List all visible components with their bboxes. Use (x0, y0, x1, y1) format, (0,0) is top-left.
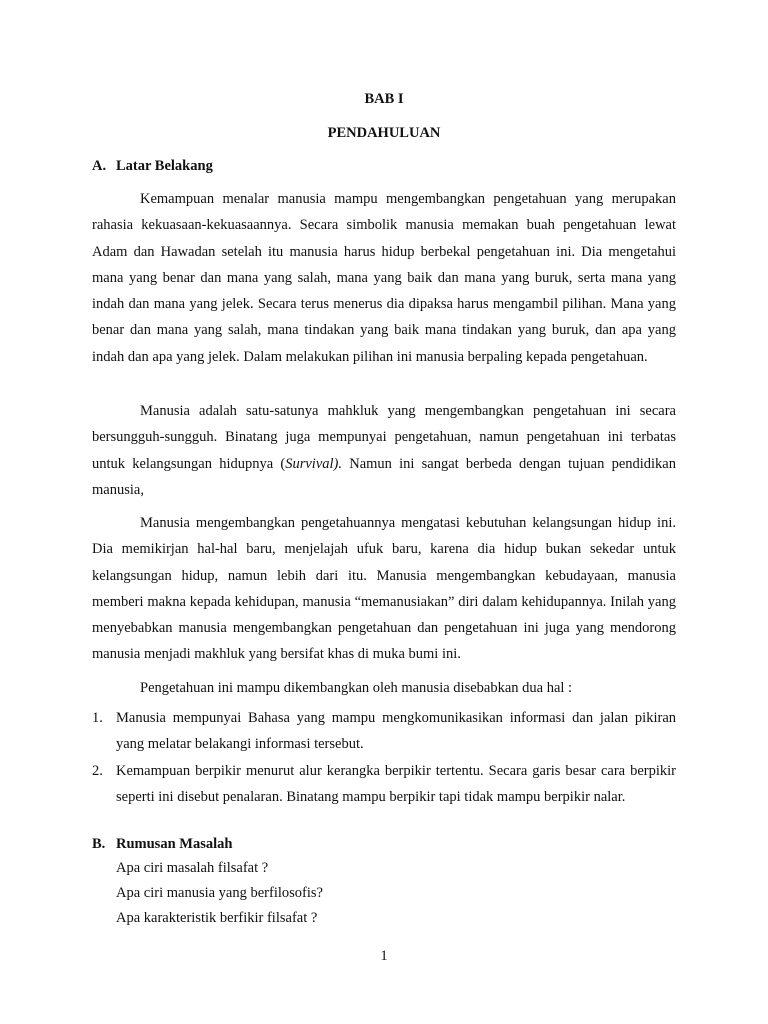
paragraph-2 (92, 398, 676, 503)
paragraph-3-text: Manusia mengembangkan pengetahuannya mengatasi kebutuhan kelangsungan hidup ini. Dia memikirjan hal-hal baru, menjelajah ufuk baru, karena dia hidup bukan sekedar untuk kelangsungan hidup, namun lebih dari itu. Manusia mengembangkan kebudayaan, manusia memberi makna kepada kehidupan, manusia “memanusiakan” diri dalam kehidupannya. Inilah yang menyebabkan manusia mengembangkan pengetahuan dan pengetahuan ini juga yang mendorong manusia menjadi makhluk yang bersifat khas di muka bumi ini. (92, 515, 676, 663)
list-item-text: Manusia mempunyai Bahasa yang mampu mengkomunikasikan informasi dan jalan pikiran yang melatar belakangi informasi tersebut. (116, 710, 676, 753)
paragraph-2-italic: Survival). (285, 455, 342, 472)
list-item-text: Kemampuan berpikir menurut alur kerangka berpikir tertentu. Secara garis besar cara berpikir seperti ini disebut penalaran. Binatang mampu berpikir tapi tidak mampu berpikir nalar. (116, 762, 676, 805)
paragraph-1 (92, 186, 676, 370)
list-item-number: 2. (92, 762, 103, 779)
paragraph-3 (92, 510, 676, 668)
section-b-title: Rumusan Masalah (116, 836, 233, 852)
reasons-list (92, 705, 676, 810)
chapter-label: BAB I (364, 91, 404, 107)
section-b-number: B. (92, 836, 106, 852)
page-number: 1 (380, 948, 388, 964)
question-1: Apa ciri masalah filsafat ? (116, 860, 269, 876)
paragraph-4-text: Pengetahuan ini mampu dikembangkan oleh manusia disebabkan dua hal : (140, 680, 573, 696)
paragraph-2-text: Manusia adalah satu-satunya mahkluk yang mengembangkan pengetahuan ini secara bersungguh-sungguh. Binatang juga mempunyai pengetahuan, namun pengetahuan ini terbatas untuk kelangsungan hidupnya ( (92, 403, 676, 472)
paragraph-1-text: Kemampuan menalar manusia mampu mengembangkan pengetahuan yang merupakan rahasia kekuasaan-kekuasaannya. Secara simbolik manusia memakan buah pengetahuan lewat Adam dan Hawadan setelah itu manusia harus hidup berbekal pengetahuan ini. Dia mengetahui mana yang benar dan mana yang salah, mana yang baik dan mana yang buruk, serta mana yang indah dan mana yang jelek. Secara terus menerus dia dipaksa harus mengambil pilihan. Mana yang benar dan mana yang salah, mana tindakan yang baik mana tindakan yang buruk, dan apa yang indah dan apa yang jelek. Dalam melakukan pilihan ini manusia berpaling kepada pengetahuan. (92, 191, 676, 365)
section-a-title: Latar Belakang (116, 158, 213, 174)
chapter-title: PENDAHULUAN (327, 125, 441, 141)
list-item (92, 758, 676, 811)
list-item (92, 705, 676, 758)
section-b-heading (92, 836, 232, 853)
question-2: Apa ciri manusia yang berfilosofis? (116, 885, 323, 901)
paragraph-4 (92, 675, 676, 701)
list-item-number: 1. (92, 710, 103, 726)
section-a-heading (92, 158, 213, 175)
paragraph-2-text-end: Namun ini sangat berbeda dengan tujuan pendidikan manusia, (92, 455, 676, 498)
section-a-number: A. (92, 158, 107, 174)
question-3: Apa karakteristik berfikir filsafat ? (116, 910, 318, 926)
